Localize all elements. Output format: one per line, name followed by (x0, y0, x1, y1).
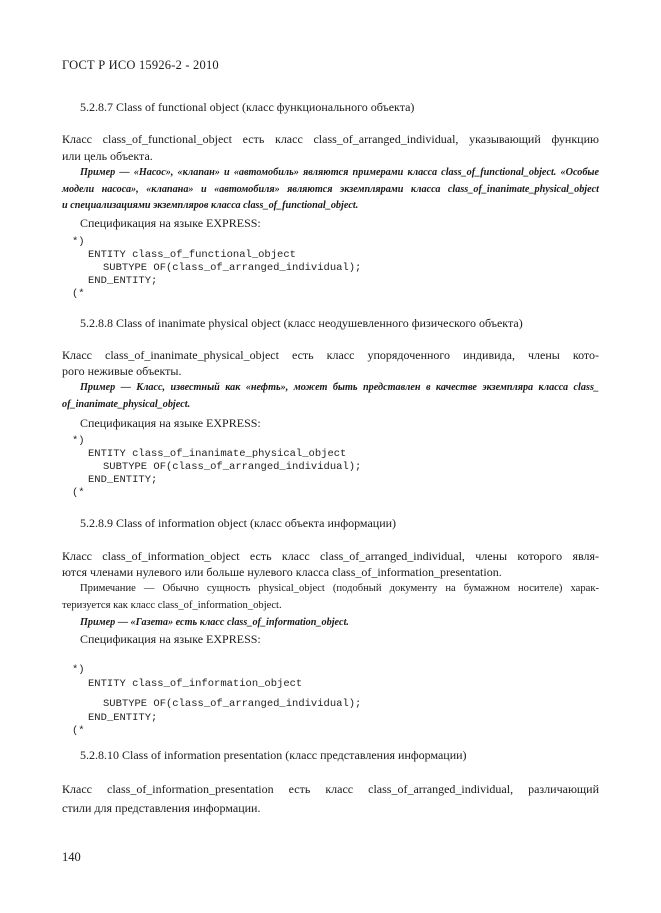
code-line: (* (72, 725, 85, 737)
code-line: SUBTYPE OF(class_of_arranged_individual); (103, 461, 362, 473)
section-body-line: Класс class_of_inanimate_physical_object есть класс упорядоченного индивида, члены кото- (62, 348, 599, 362)
code-line: (* (72, 288, 85, 300)
code-line: SUBTYPE OF(class_of_arranged_individual); (103, 698, 362, 710)
code-line: (* (72, 487, 85, 499)
document-header: ГОСТ Р ИСО 15926-2 - 2010 (62, 58, 219, 72)
code-line: END_ENTITY; (88, 712, 158, 724)
section-body-line: или цель объекта. (62, 149, 153, 163)
code-line: ENTITY class_of_information_object (88, 678, 303, 690)
express-spec-label: Спецификация на языке EXPRESS: (80, 632, 261, 646)
code-line: ENTITY class_of_functional_object (88, 249, 296, 261)
code-line: ENTITY class_of_inanimate_physical_object (88, 448, 347, 460)
code-line: END_ENTITY; (88, 275, 158, 287)
example-line: of_inanimate_physical_object. (62, 399, 191, 410)
express-spec-label: Спецификация на языке EXPRESS: (80, 216, 261, 230)
section-title-5289: 5.2.8.9 Class of information object (класс объекта информации) (80, 516, 397, 530)
example-line: Пример — Класс, известный как «нефть», может быть представлен в качестве экземпляра класса class_ (80, 382, 599, 393)
section-body-line: Класс class_of_functional_object есть класс class_of_arranged_individual, указывающий функцию (62, 132, 599, 146)
section-title-5287: 5.2.8.7 Class of functional object (класс функционального объекта) (80, 100, 415, 114)
code-line: END_ENTITY; (88, 474, 158, 486)
code-line: SUBTYPE OF(class_of_arranged_individual); (103, 262, 362, 274)
section-body-line: Класс class_of_information_object есть класс class_of_arranged_individual, члены которого явля- (62, 549, 599, 563)
example-line: Пример — «Газета» есть класс class_of_information_object. (80, 617, 349, 628)
section-body-line: ются членами нулевого или больше нулевого класса class_of_information_presentation. (62, 565, 502, 579)
example-line: модели насоса», «клапана» и «автомобиля» являются экземплярами класса class_of_inanimate_physical_object (62, 184, 599, 195)
express-spec-label: Спецификация на языке EXPRESS: (80, 416, 261, 430)
example-line: Пример — «Насос», «клапан» и «автомобиль» являются примерами класса class_of_functional_object. «Особые (80, 167, 599, 178)
example-line: и специализациями экземпляров класса class_of_functional_object. (62, 200, 359, 211)
code-line: *) (72, 236, 85, 248)
section-body-line: стили для представления информации. (62, 801, 261, 815)
code-line: *) (72, 664, 85, 676)
section-body-line: рого неживые объекты. (62, 364, 182, 378)
section-title-5288: 5.2.8.8 Class of inanimate physical object (класс неодушевленного физического объекта) (80, 316, 523, 330)
section-title-52810: 5.2.8.10 Class of information presentation (класс представления информации) (80, 748, 467, 762)
code-line: *) (72, 435, 85, 447)
note-line: теризуется как класс class_of_information_object. (62, 600, 282, 611)
page-number: 140 (62, 850, 81, 864)
note-line: Примечание — Обычно сущность physical_object (подобный документу на бумажном носителе) харак- (80, 583, 599, 594)
section-body-line: Класс class_of_information_presentation есть класс class_of_arranged_individual, различающий (62, 782, 599, 796)
